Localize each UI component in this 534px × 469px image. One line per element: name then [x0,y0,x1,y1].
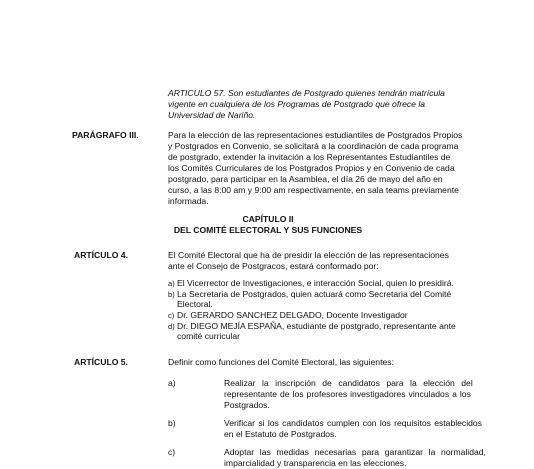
committee-member-line: Dr. GERARDO SANCHEZ DELGADO, Docente Investigador [177,310,408,320]
chapter-subtitle: DEL COMITÉ ELECTORAL Y SUS FUNCIONES [173,225,363,235]
committee-member-line: comité curricular [177,331,241,341]
list-marker: c) [168,311,175,320]
article-57-line: vigente en cualquiera de los Programas de Postgrado que ofrece la [168,99,426,109]
list-marker: b) [168,418,176,428]
article-4-intro-line: ante el Consejo de Postgracos, estará conformado por: [168,261,379,271]
committee-member-line: La Secretaria de Postgrados, quien actuará como Secretaria del Comité [177,289,452,299]
function-item-line: imparcialidad y transparencia en las elecciones. [224,458,407,468]
committee-member-line: El Vicerrector de Investigaciones, e interacción Social, quien lo presidirá. [177,278,454,288]
paragrafo-iii-line: los Comités Curriculares de los Postgrados Propios y en Convenio de cada [168,163,455,173]
paragrafo-iii-line: y Postgrados en Convenio, se solicitará a la coordinación de cada programa [168,141,459,151]
list-marker: a) [168,378,176,388]
function-item-line: representante de los profesores investigadores vinculados a los [224,389,471,399]
chapter-title: CAPÍTULO II [242,214,294,224]
article-4-intro-line: El Comité Electoral que ha de presidir la elección de las representaciones [168,250,449,260]
article-57-line: Universidad de Nariño. [168,110,256,120]
paragrafo-iii-line: de postgrado, extender la invitación a los Representantes Estudiantiles de [168,152,451,162]
paragrafo-iii-line: curso, a las 8:00 am y 9:00 am respectivamente, en sala teams previamente [168,185,459,195]
function-item-line: Postgrados. [224,400,270,410]
list-marker: b) [168,290,175,299]
committee-member-line: Dr. DIEGO MEJÍA ESPAÑA, estudiante de postgrado, representante ante [177,321,456,331]
paragrafo-iii-label: PARÁGRAFO III. [72,130,139,140]
article-57-line: ARTICULO 57. Son estudiantes de Postgrado quienes tendrán matrícula [168,88,445,98]
article-5-label: ARTÍCULO 5. [74,357,128,367]
article-4-label: ARTÍCULO 4. [74,250,128,260]
function-item-line: Verificar si los candidatos cumplen con los requisitos establecidos [224,418,482,428]
list-marker: c) [168,447,176,457]
paragrafo-iii-line: informada. [168,196,209,206]
function-item-line: en el Estatuto de Postgrados. [224,429,337,439]
list-marker: a) [168,279,175,288]
article-5-intro: Definir como funciones del Comité Electoral, las siguientes: [168,357,394,367]
list-marker: d) [168,322,175,331]
committee-member-line: Electoral. [177,299,213,309]
paragrafo-iii-line: Para la elección de las representaciones estudiantiles de Postgrados Propios [168,130,463,140]
paragrafo-iii-line: postgrado, para participar en la Asamblea, el día 26 de mayo del año en [168,174,443,184]
function-item-line: Realizar la inscripción de candidatos para la elección del [224,378,473,388]
function-item-line: Adoptar las medidas necesarias para garantizar la normalidad, [224,447,486,457]
